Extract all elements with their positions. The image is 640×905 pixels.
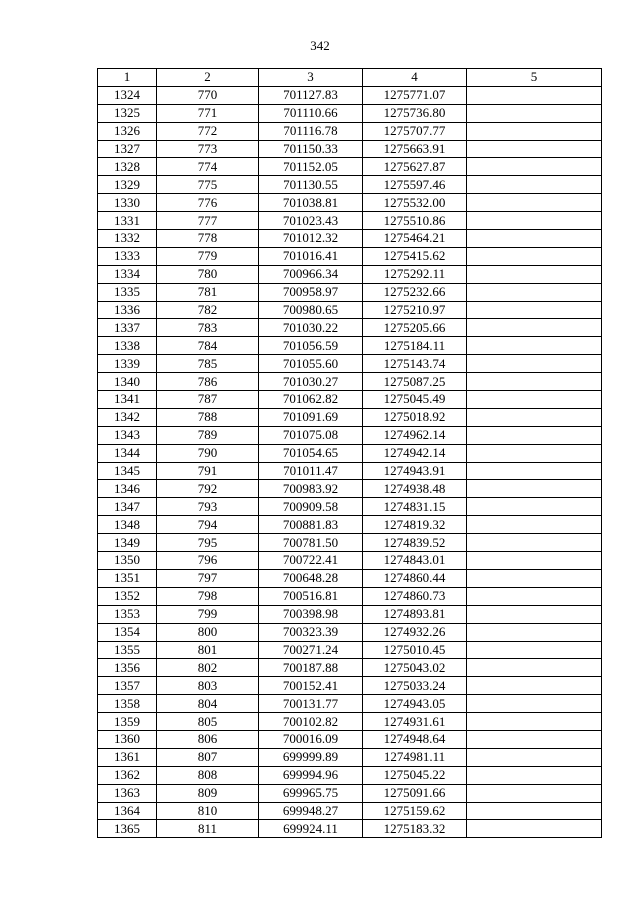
table-cell-col-1: 1333 <box>98 247 157 265</box>
table-row <box>98 265 602 283</box>
table-cell-col-5 <box>467 462 602 480</box>
table-row <box>98 122 602 140</box>
table-cell-col-5 <box>467 677 602 695</box>
table-row <box>98 713 602 731</box>
table-cell-col-1: 1329 <box>98 176 157 194</box>
table-row <box>98 104 602 122</box>
table-cell-col-1: 1348 <box>98 516 157 534</box>
table-cell-col-2: 799 <box>157 605 259 623</box>
table-row <box>98 247 602 265</box>
table-cell-col-5 <box>467 104 602 122</box>
table-cell-col-2: 778 <box>157 230 259 248</box>
table-cell-col-2: 792 <box>157 480 259 498</box>
table-row <box>98 480 602 498</box>
table-cell-col-2: 802 <box>157 659 259 677</box>
table-cell-col-2: 810 <box>157 802 259 820</box>
table-cell-col-2: 779 <box>157 247 259 265</box>
table-cell-col-4: 1274931.61 <box>363 713 467 731</box>
table-cell-col-1: 1346 <box>98 480 157 498</box>
table-row <box>98 659 602 677</box>
table-cell-col-3: 700781.50 <box>259 534 363 552</box>
table-cell-col-1: 1342 <box>98 408 157 426</box>
table-cell-col-5 <box>467 319 602 337</box>
table-row <box>98 355 602 373</box>
table-cell-col-2: 771 <box>157 104 259 122</box>
table-cell-col-4: 1275597.46 <box>363 176 467 194</box>
table-row <box>98 212 602 230</box>
table-cell-col-2: 783 <box>157 319 259 337</box>
table-cell-col-4: 1275707.77 <box>363 122 467 140</box>
table-cell-col-3: 701011.47 <box>259 462 363 480</box>
table-cell-col-5 <box>467 212 602 230</box>
table-row <box>98 766 602 784</box>
table-cell-col-1: 1363 <box>98 784 157 802</box>
table-cell-col-4: 1275210.97 <box>363 301 467 319</box>
table-cell-col-4: 1275510.86 <box>363 212 467 230</box>
table-cell-col-2: 780 <box>157 265 259 283</box>
table-row <box>98 194 602 212</box>
table-cell-col-3: 700983.92 <box>259 480 363 498</box>
table-cell-col-3: 700648.28 <box>259 569 363 587</box>
table-row <box>98 230 602 248</box>
table-cell-col-1: 1353 <box>98 605 157 623</box>
table-cell-col-1: 1349 <box>98 534 157 552</box>
table-cell-col-2: 794 <box>157 516 259 534</box>
table-cell-col-5 <box>467 301 602 319</box>
table-cell-col-1: 1354 <box>98 623 157 641</box>
table-cell-col-5 <box>467 122 602 140</box>
table-cell-col-4: 1275415.62 <box>363 247 467 265</box>
table-cell-col-4: 1274839.52 <box>363 534 467 552</box>
table-cell-col-3: 700102.82 <box>259 713 363 731</box>
table-cell-col-3: 700722.41 <box>259 552 363 570</box>
table-cell-col-1: 1356 <box>98 659 157 677</box>
table-cell-col-3: 699999.89 <box>259 748 363 766</box>
column-header-5: 5 <box>467 69 602 87</box>
table-cell-col-1: 1327 <box>98 140 157 158</box>
table-cell-col-1: 1339 <box>98 355 157 373</box>
table-cell-col-5 <box>467 695 602 713</box>
table-row <box>98 408 602 426</box>
table-cell-col-1: 1357 <box>98 677 157 695</box>
table-cell-col-2: 784 <box>157 337 259 355</box>
table-row <box>98 176 602 194</box>
table-cell-col-1: 1341 <box>98 391 157 409</box>
table-cell-col-5 <box>467 86 602 104</box>
table-cell-col-2: 809 <box>157 784 259 802</box>
table-cell-col-5 <box>467 784 602 802</box>
table-cell-col-5 <box>467 552 602 570</box>
table-cell-col-5 <box>467 480 602 498</box>
table-cell-col-2: 807 <box>157 748 259 766</box>
table-cell-col-5 <box>467 730 602 748</box>
table-cell-col-4: 1274893.81 <box>363 605 467 623</box>
table-cell-col-5 <box>467 569 602 587</box>
table-cell-col-3: 701130.55 <box>259 176 363 194</box>
table-cell-col-5 <box>467 820 602 838</box>
table-cell-col-1: 1362 <box>98 766 157 784</box>
table-header <box>98 69 602 87</box>
table-cell-col-5 <box>467 498 602 516</box>
table-cell-col-5 <box>467 408 602 426</box>
table-cell-col-5 <box>467 587 602 605</box>
table-cell-col-4: 1274981.11 <box>363 748 467 766</box>
table-cell-col-1: 1332 <box>98 230 157 248</box>
table-row <box>98 391 602 409</box>
table-cell-col-2: 781 <box>157 283 259 301</box>
table-cell-col-4: 1275627.87 <box>363 158 467 176</box>
table-cell-col-3: 700980.65 <box>259 301 363 319</box>
table-cell-col-2: 773 <box>157 140 259 158</box>
table-cell-col-3: 700152.41 <box>259 677 363 695</box>
table-cell-col-1: 1359 <box>98 713 157 731</box>
table-cell-col-4: 1274943.91 <box>363 462 467 480</box>
column-header-2: 2 <box>157 69 259 87</box>
table-cell-col-5 <box>467 283 602 301</box>
table-cell-col-3: 701150.33 <box>259 140 363 158</box>
table-cell-col-1: 1337 <box>98 319 157 337</box>
table-cell-col-4: 1275033.24 <box>363 677 467 695</box>
table-cell-col-4: 1275292.11 <box>363 265 467 283</box>
table-cell-col-3: 701091.69 <box>259 408 363 426</box>
table-cell-col-1: 1345 <box>98 462 157 480</box>
table-cell-col-1: 1336 <box>98 301 157 319</box>
table-cell-col-5 <box>467 265 602 283</box>
table-cell-col-3: 700881.83 <box>259 516 363 534</box>
table-cell-col-3: 701054.65 <box>259 444 363 462</box>
table-cell-col-3: 701116.78 <box>259 122 363 140</box>
table-cell-col-4: 1274831.15 <box>363 498 467 516</box>
table-cell-col-1: 1364 <box>98 802 157 820</box>
table-row <box>98 802 602 820</box>
page-number: 342 <box>310 38 330 53</box>
table-cell-col-3: 701062.82 <box>259 391 363 409</box>
table-cell-col-1: 1334 <box>98 265 157 283</box>
table-cell-col-2: 806 <box>157 730 259 748</box>
table-cell-col-1: 1355 <box>98 641 157 659</box>
table-cell-col-4: 1275159.62 <box>363 802 467 820</box>
table-cell-col-2: 786 <box>157 373 259 391</box>
table-cell-col-1: 1328 <box>98 158 157 176</box>
table-cell-col-4: 1275043.02 <box>363 659 467 677</box>
table-cell-col-5 <box>467 158 602 176</box>
table-cell-col-2: 793 <box>157 498 259 516</box>
table-cell-col-4: 1274948.64 <box>363 730 467 748</box>
column-header-3: 3 <box>259 69 363 87</box>
table-cell-col-2: 797 <box>157 569 259 587</box>
table-cell-col-3: 701038.81 <box>259 194 363 212</box>
table-cell-col-2: 776 <box>157 194 259 212</box>
table-cell-col-1: 1335 <box>98 283 157 301</box>
table-cell-col-1: 1358 <box>98 695 157 713</box>
table-cell-col-5 <box>467 748 602 766</box>
table-row <box>98 569 602 587</box>
table-cell-col-4: 1275232.66 <box>363 283 467 301</box>
table-cell-col-4: 1274962.14 <box>363 426 467 444</box>
table-cell-col-4: 1274943.05 <box>363 695 467 713</box>
table-row <box>98 283 602 301</box>
table-cell-col-3: 699924.11 <box>259 820 363 838</box>
table-cell-col-3: 700131.77 <box>259 695 363 713</box>
table-cell-col-4: 1275532.00 <box>363 194 467 212</box>
table-cell-col-4: 1275045.49 <box>363 391 467 409</box>
table-cell-col-2: 798 <box>157 587 259 605</box>
table-cell-col-3: 701075.08 <box>259 426 363 444</box>
table-cell-col-2: 774 <box>157 158 259 176</box>
table-cell-col-3: 700398.98 <box>259 605 363 623</box>
table-cell-col-1: 1360 <box>98 730 157 748</box>
table-cell-col-3: 700323.39 <box>259 623 363 641</box>
table-row <box>98 695 602 713</box>
table-cell-col-5 <box>467 713 602 731</box>
table-cell-col-3: 700187.88 <box>259 659 363 677</box>
column-header-1: 1 <box>98 69 157 87</box>
table-cell-col-2: 808 <box>157 766 259 784</box>
table-row <box>98 86 602 104</box>
table-cell-col-4: 1274942.14 <box>363 444 467 462</box>
table-cell-col-5 <box>467 140 602 158</box>
table-body <box>98 86 602 837</box>
table-cell-col-2: 770 <box>157 86 259 104</box>
table-cell-col-2: 805 <box>157 713 259 731</box>
table-cell-col-3: 700271.24 <box>259 641 363 659</box>
table-cell-col-1: 1338 <box>98 337 157 355</box>
table-row <box>98 301 602 319</box>
table-cell-col-5 <box>467 230 602 248</box>
table-row <box>98 820 602 838</box>
table-cell-col-3: 701055.60 <box>259 355 363 373</box>
table-row <box>98 516 602 534</box>
table-row <box>98 641 602 659</box>
table-cell-col-5 <box>467 659 602 677</box>
table-cell-col-1: 1344 <box>98 444 157 462</box>
table-cell-col-3: 701012.32 <box>259 230 363 248</box>
table-cell-col-4: 1275045.22 <box>363 766 467 784</box>
table-cell-col-4: 1275771.07 <box>363 86 467 104</box>
table-cell-col-3: 699948.27 <box>259 802 363 820</box>
table-cell-col-2: 787 <box>157 391 259 409</box>
table-cell-col-2: 795 <box>157 534 259 552</box>
table-cell-col-2: 772 <box>157 122 259 140</box>
table-cell-col-1: 1347 <box>98 498 157 516</box>
table-cell-col-5 <box>467 623 602 641</box>
table-cell-col-3: 700966.34 <box>259 265 363 283</box>
table-row <box>98 337 602 355</box>
table-cell-col-5 <box>467 373 602 391</box>
table-cell-col-2: 782 <box>157 301 259 319</box>
table-cell-col-5 <box>467 766 602 784</box>
table-cell-col-4: 1275205.66 <box>363 319 467 337</box>
table-cell-col-3: 701016.41 <box>259 247 363 265</box>
table-cell-col-2: 804 <box>157 695 259 713</box>
table-cell-col-3: 701127.83 <box>259 86 363 104</box>
table-cell-col-5 <box>467 605 602 623</box>
table-cell-col-2: 790 <box>157 444 259 462</box>
table-row <box>98 426 602 444</box>
coordinates-table <box>97 68 602 838</box>
header-row <box>98 69 602 87</box>
table-row <box>98 677 602 695</box>
table-cell-col-2: 811 <box>157 820 259 838</box>
table-cell-col-2: 803 <box>157 677 259 695</box>
table-cell-col-1: 1350 <box>98 552 157 570</box>
table-cell-col-3: 701030.27 <box>259 373 363 391</box>
table-cell-col-3: 700016.09 <box>259 730 363 748</box>
column-header-4: 4 <box>363 69 467 87</box>
table-cell-col-3: 701152.05 <box>259 158 363 176</box>
table-cell-col-2: 801 <box>157 641 259 659</box>
table-row <box>98 552 602 570</box>
table-cell-col-3: 700516.81 <box>259 587 363 605</box>
table-row <box>98 462 602 480</box>
table-cell-col-2: 785 <box>157 355 259 373</box>
table-row <box>98 444 602 462</box>
table-cell-col-1: 1343 <box>98 426 157 444</box>
table-cell-col-2: 796 <box>157 552 259 570</box>
table-cell-col-5 <box>467 444 602 462</box>
table-cell-col-3: 700909.58 <box>259 498 363 516</box>
table-cell-col-4: 1275663.91 <box>363 140 467 158</box>
table-row <box>98 605 602 623</box>
table-cell-col-5 <box>467 641 602 659</box>
table-cell-col-5 <box>467 802 602 820</box>
table-cell-col-5 <box>467 176 602 194</box>
table-row <box>98 498 602 516</box>
table-cell-col-1: 1325 <box>98 104 157 122</box>
table-cell-col-4: 1274860.73 <box>363 587 467 605</box>
table-row <box>98 784 602 802</box>
table-cell-col-5 <box>467 337 602 355</box>
table-cell-col-2: 775 <box>157 176 259 194</box>
table-cell-col-4: 1275143.74 <box>363 355 467 373</box>
table-row <box>98 140 602 158</box>
table-cell-col-1: 1351 <box>98 569 157 587</box>
table-cell-col-4: 1275736.80 <box>363 104 467 122</box>
table-cell-col-2: 777 <box>157 212 259 230</box>
table-cell-col-4: 1275184.11 <box>363 337 467 355</box>
table-cell-col-1: 1330 <box>98 194 157 212</box>
table-cell-col-1: 1324 <box>98 86 157 104</box>
table-row <box>98 158 602 176</box>
table-row <box>98 730 602 748</box>
table-cell-col-3: 699994.96 <box>259 766 363 784</box>
table-cell-col-4: 1275091.66 <box>363 784 467 802</box>
table-cell-col-2: 788 <box>157 408 259 426</box>
table-cell-col-1: 1326 <box>98 122 157 140</box>
table-cell-col-4: 1275183.32 <box>363 820 467 838</box>
table-cell-col-2: 791 <box>157 462 259 480</box>
table-cell-col-5 <box>467 355 602 373</box>
table-cell-col-3: 701030.22 <box>259 319 363 337</box>
table-cell-col-4: 1274819.32 <box>363 516 467 534</box>
table-row <box>98 319 602 337</box>
table-cell-col-4: 1275464.21 <box>363 230 467 248</box>
table-cell-col-5 <box>467 247 602 265</box>
table-cell-col-1: 1361 <box>98 748 157 766</box>
table-cell-col-5 <box>467 534 602 552</box>
table-cell-col-1: 1340 <box>98 373 157 391</box>
table-cell-col-4: 1275010.45 <box>363 641 467 659</box>
table-row <box>98 534 602 552</box>
table-cell-col-2: 800 <box>157 623 259 641</box>
table-cell-col-4: 1274938.48 <box>363 480 467 498</box>
table-cell-col-3: 701056.59 <box>259 337 363 355</box>
table-cell-col-5 <box>467 194 602 212</box>
table-row <box>98 623 602 641</box>
table-cell-col-5 <box>467 516 602 534</box>
table-cell-col-1: 1331 <box>98 212 157 230</box>
table-cell-col-3: 700958.97 <box>259 283 363 301</box>
table-row <box>98 587 602 605</box>
table-cell-col-1: 1352 <box>98 587 157 605</box>
table-cell-col-3: 701110.66 <box>259 104 363 122</box>
table-cell-col-4: 1274843.01 <box>363 552 467 570</box>
table-cell-col-4: 1274932.26 <box>363 623 467 641</box>
table-cell-col-5 <box>467 391 602 409</box>
table-row <box>98 748 602 766</box>
table-row <box>98 373 602 391</box>
table-cell-col-4: 1275087.25 <box>363 373 467 391</box>
table-cell-col-3: 699965.75 <box>259 784 363 802</box>
table-cell-col-4: 1275018.92 <box>363 408 467 426</box>
table-cell-col-2: 789 <box>157 426 259 444</box>
table-cell-col-1: 1365 <box>98 820 157 838</box>
table-cell-col-4: 1274860.44 <box>363 569 467 587</box>
table-cell-col-5 <box>467 426 602 444</box>
table-cell-col-3: 701023.43 <box>259 212 363 230</box>
